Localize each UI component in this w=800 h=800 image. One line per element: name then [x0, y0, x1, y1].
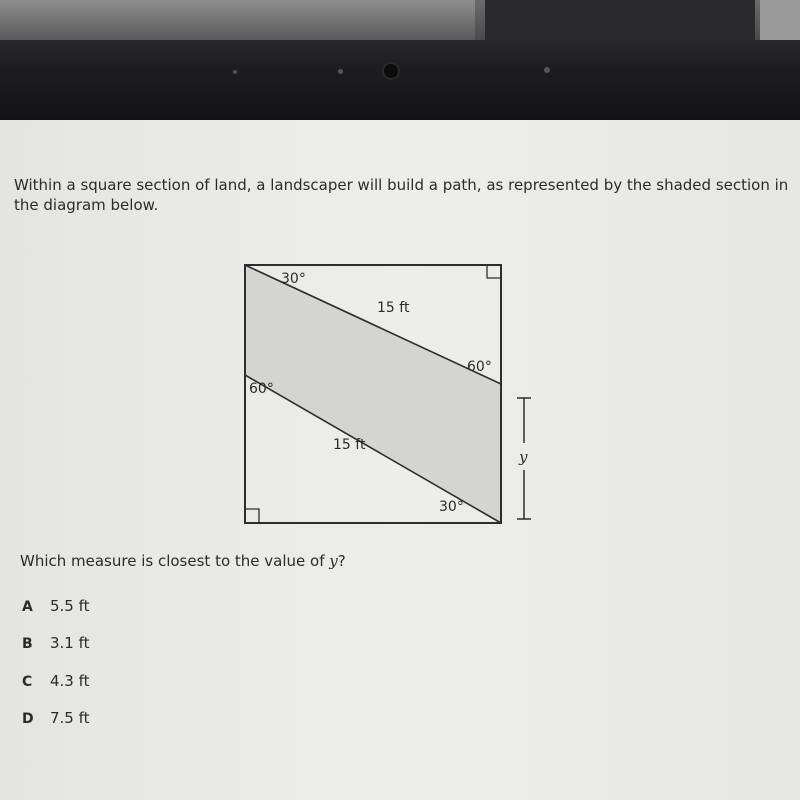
geometry-diagram	[225, 255, 555, 525]
answer-choice-b[interactable]	[22, 634, 90, 652]
choice-text: 4.3 ft	[50, 672, 90, 690]
background-pane	[760, 0, 800, 40]
choice-letter: A	[22, 599, 33, 615]
choice-letter: B	[22, 636, 33, 652]
angle-label-bottom: 30°	[439, 499, 464, 515]
background-window	[0, 0, 800, 40]
monitor-bezel	[0, 0, 800, 120]
question-stem: Within a square section of land, a landscaper will build a path, as represented by the shaded section in the diagram below.	[14, 176, 789, 214]
angle-label-top-left: 30°	[281, 271, 306, 287]
bezel-sensor-dot	[544, 67, 550, 73]
bezel-sensor-dot	[233, 70, 237, 74]
prompt-end: ?	[337, 552, 346, 570]
answer-choice-a[interactable]	[22, 597, 90, 615]
length-label-bottom: 15 ft	[333, 437, 366, 453]
y-label: y	[519, 448, 528, 466]
answer-choice-c[interactable]	[22, 672, 90, 690]
right-angle-marker	[245, 509, 259, 523]
webcam-icon	[384, 64, 398, 78]
angle-label-left: 60°	[249, 381, 274, 397]
answer-choice-d[interactable]	[22, 709, 90, 727]
right-angle-marker	[487, 265, 501, 278]
choice-letter: C	[22, 674, 33, 690]
length-label-top: 15 ft	[377, 300, 410, 316]
prompt-text: Which measure is closest to the value of	[20, 552, 330, 570]
background-pane	[485, 0, 755, 40]
bezel-sensor-dot	[338, 69, 343, 74]
angle-label-right: 60°	[467, 359, 492, 375]
shaded-path	[245, 265, 501, 523]
choice-text: 7.5 ft	[50, 709, 90, 727]
choice-text: 3.1 ft	[50, 634, 90, 652]
background-pane	[0, 0, 475, 40]
choice-text: 5.5 ft	[50, 597, 90, 615]
prompt-variable: y	[329, 552, 338, 570]
question-prompt	[20, 552, 346, 570]
screen	[0, 120, 800, 800]
choice-letter: D	[22, 711, 34, 727]
